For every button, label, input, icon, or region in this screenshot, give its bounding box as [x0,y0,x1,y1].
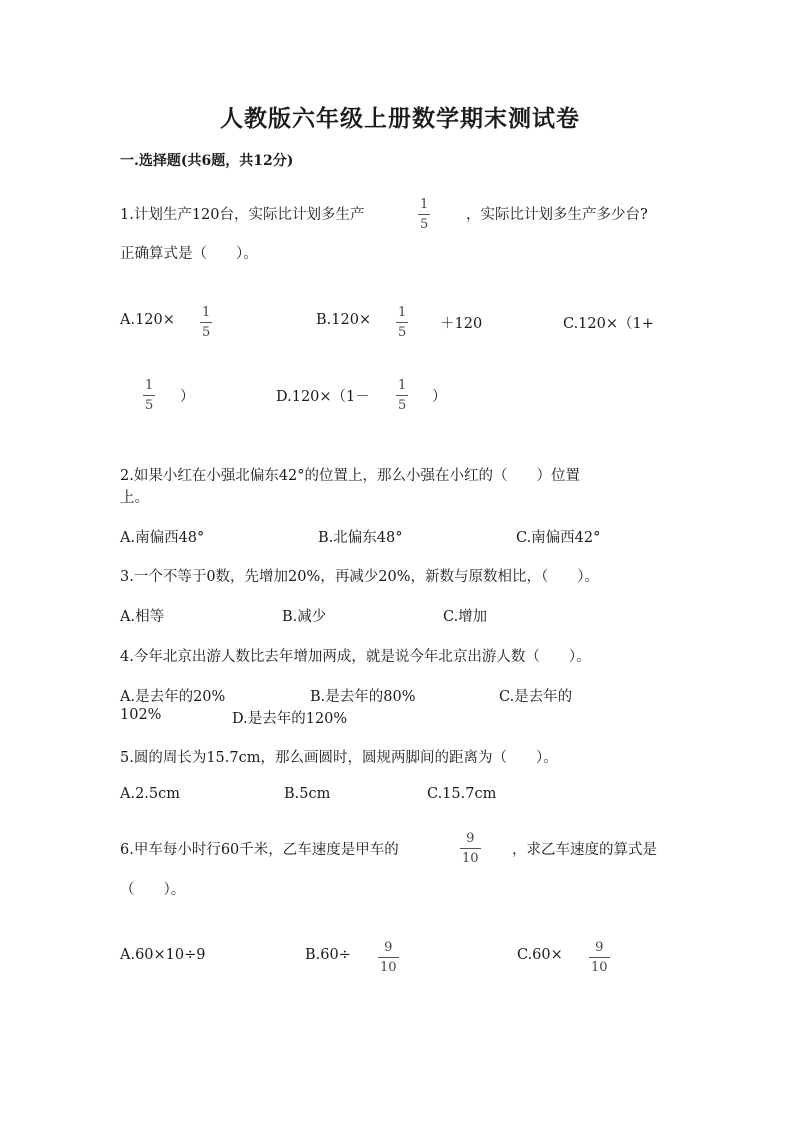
fraction-numerator: 9 [384,940,393,955]
q1-stem-fraction [418,198,430,231]
q3-option-a[interactable]: A.相等 [120,609,165,625]
q5-stem: 5.圆的周长为15.7cm，那么画圆时，圆规两脚间的距离为（ ）。 [120,750,558,766]
q6-option-c-fraction [589,941,610,974]
fraction-denominator: 5 [200,322,212,339]
q3-option-c[interactable]: C.增加 [443,609,488,625]
q4-option-b[interactable]: B.是去年的80% [310,689,416,705]
q5-option-a[interactable]: A.2.5cm [120,786,181,802]
q2-stem-part1: 2.如果小红在小强北偏东42°的位置上，那么小强在小红的（ ）位置 [120,468,581,484]
q6-option-b-fraction [378,941,399,974]
q1-stem-part3: 正确算式是（ ）。 [120,246,258,262]
q6-stem-part3: （ ）。 [120,882,186,898]
q1-stem-part1: 1.计划生产120台，实际比计划多生产 [120,207,365,223]
fraction-denominator: 5 [396,322,408,339]
q1-option-a-fraction [200,306,212,339]
q4-option-a[interactable]: A.是去年的20% [120,689,226,705]
q6-stem-fraction [460,832,481,865]
q5-option-c[interactable]: C.15.7cm [427,786,497,802]
fraction-numerator: 1 [398,305,407,320]
q5-option-b[interactable]: B.5cm [284,786,331,802]
q4-option-c-continued: 102% [120,707,162,723]
q1-option-d-tail: ） [432,389,447,405]
q1-option-c-tail: ） [180,389,195,405]
q2-stem-part2: 上。 [120,490,149,506]
page-title: 人教版六年级上册数学期末测试卷 [220,105,580,132]
q4-option-c[interactable]: C.是去年的 [499,689,573,705]
q2-option-c[interactable]: C.南偏西42° [516,530,601,546]
q1-stem-part2: ，实际比计划多生产多少台? [466,207,648,223]
q2-option-b[interactable]: B.北偏东48° [318,530,403,546]
q6-option-b[interactable]: B.60÷ [305,947,351,963]
q4-stem: 4.今年北京出游人数比去年增加两成，就是说今年北京出游人数（ ）。 [120,649,591,665]
q1-option-c[interactable]: C.120×（1+ [563,316,654,332]
q6-stem-part2: ，求乙车速度的算式是 [512,842,657,858]
q1-option-c-fraction [143,379,155,412]
q2-option-a[interactable]: A.南偏西48° [120,530,205,546]
fraction-denominator: 5 [396,395,408,412]
q1-option-b-tail: ＋120 [440,316,483,332]
q4-option-d[interactable]: D.是去年的120% [232,711,348,727]
q6-stem-part1: 6.甲车每小时行60千米，乙车速度是甲车的 [120,842,399,858]
q1-option-d[interactable]: D.120×（1－ [276,389,370,405]
q1-option-a[interactable]: A.120× [120,312,175,328]
fraction-denominator: 5 [143,395,155,412]
q1-option-b[interactable]: B.120× [316,312,372,328]
q3-stem: 3.一个不等于0数，先增加20%，再减少20%，新数与原数相比，（ ）。 [120,569,600,585]
fraction-numerator: 1 [202,305,211,320]
fraction-numerator: 1 [398,378,407,393]
q6-option-a[interactable]: A.60×10÷9 [120,947,206,963]
fraction-denominator: 5 [418,214,430,231]
q6-option-c[interactable]: C.60× [517,947,563,963]
section-heading: 一.选择题(共6题，共12分) [120,153,294,169]
q1-option-b-fraction [396,306,408,339]
q3-option-b[interactable]: B.减少 [282,609,327,625]
fraction-denominator: 10 [589,957,610,974]
fraction-numerator: 9 [595,940,604,955]
fraction-numerator: 9 [466,831,475,846]
fraction-numerator: 1 [145,378,154,393]
fraction-numerator: 1 [420,197,429,212]
q1-option-d-fraction [396,379,408,412]
fraction-denominator: 10 [460,848,481,865]
fraction-denominator: 10 [378,957,399,974]
